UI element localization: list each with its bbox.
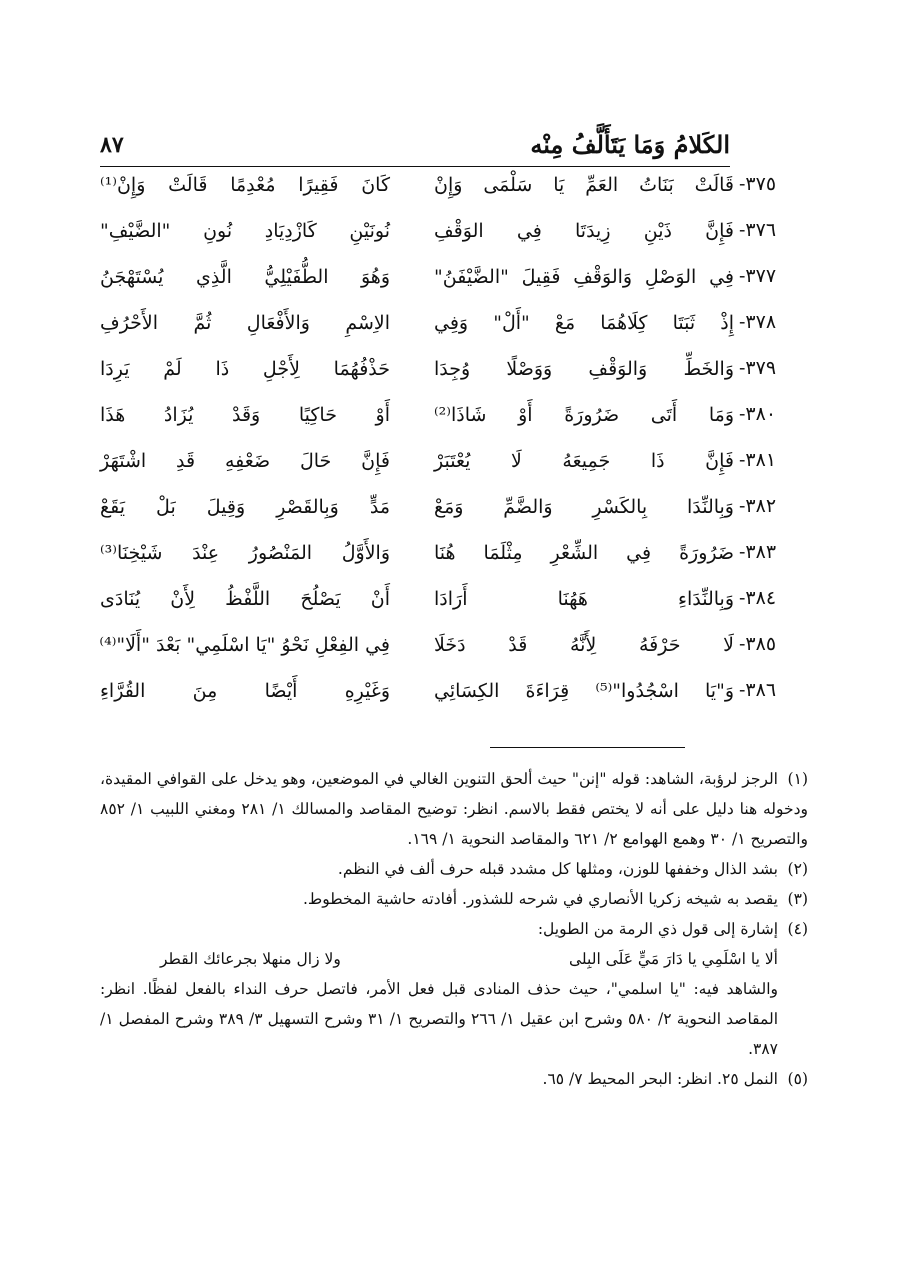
verse-second-hemistich: وَهُوَ الطُّفَيْلِيُّ الَّذِي يُسْتَهْجَنُ — [100, 266, 390, 288]
verse-first-hemistich: وَبِالنِّدَاءِ هَهُنَا أَرَادَا — [434, 588, 734, 610]
verse-number: ٣٨٤- — [739, 587, 777, 609]
running-header — [100, 126, 730, 167]
footnote-divider — [490, 747, 685, 748]
verse-number: ٣٧٩- — [739, 357, 777, 379]
verse-383 — [100, 534, 777, 580]
footnote-poem-verse — [100, 944, 808, 974]
footnote-2 — [100, 854, 808, 884]
poem-first-hemistich: ألا يا اسْلَمِي يا دَارَ مَيٍّ عَلَى البِلى — [569, 950, 778, 968]
verse-380 — [100, 396, 777, 442]
verse-378 — [100, 304, 777, 350]
verse-number: ٣٧٥- — [739, 173, 777, 195]
footnote-number: (١) — [787, 770, 808, 788]
verse-first-hemistich: إِذْ ثَبَتَا كِلَاهُمَا مَعْ "أَلْ" وَفِي — [434, 312, 734, 334]
verse-first-hemistich: فَإِنَّ ذَيْنِ زِيدَتَا فِي الوَقْفِ — [434, 220, 734, 242]
chapter-title: الكَلامُ وَمَا يَتَأَلَّفُ مِنْه — [530, 130, 730, 159]
verse-first-hemistich: وَبِالنِّدَا بِالكَسْرِ وَالضَّمِّ وَمَعْ — [434, 496, 734, 518]
footnote-5 — [100, 1064, 808, 1094]
verse-second-hemistich: وَالأَوَّلُ المَنْصُورُ عِنْدَ شَيْخِنَا⁽³⁾ — [100, 542, 390, 564]
verse-number: ٣٧٨- — [739, 311, 777, 333]
verse-second-hemistich: وَغَيْرِهِ أَيْضًا مِنَ القُرَّاءِ — [100, 680, 390, 702]
verse-number: ٣٨٥- — [739, 633, 777, 655]
verse-number: ٣٨٣- — [739, 541, 777, 563]
verse-second-hemistich: مَدٍّ وَبِالقَصْرِ وَقِيلَ بَلْ يَقَعْ — [100, 496, 390, 518]
verse-list — [99, 166, 777, 718]
verse-385 — [99, 626, 777, 672]
footnote-text: بشد الذال وخففها للوزن، ومثلها كل مشدد قبله حرف ألف في النظم. — [337, 860, 778, 878]
verse-number: ٣٨٦- — [739, 679, 777, 701]
verse-377 — [100, 258, 777, 304]
verse-376 — [100, 212, 777, 258]
verse-second-hemistich: فِي الفِعْلِ نَحْوُ "يَا اسْلَمِي" بَعْدَ "أَلَا"⁽⁴⁾ — [99, 634, 390, 656]
footnote-1 — [100, 764, 808, 854]
verse-second-hemistich: فَإِنَّ حَالَ ضَعْفِهِ قَدِ اشْتَهَرْ — [100, 450, 390, 472]
verse-first-hemistich: وَمَا أَتَى ضَرُورَةً أَوْ شَاذَا⁽²⁾ — [434, 404, 734, 426]
verse-375 — [100, 166, 777, 212]
verse-second-hemistich: نُونَيْنِ كَازْدِيَادِ نُونِ "الضَّيْفِ" — [100, 220, 390, 242]
verse-384 — [100, 580, 777, 626]
verse-first-hemistich: لَا حَرْفَهُ لِأَنَّهُ قَدْ دَخَلَا — [434, 634, 734, 656]
verse-second-hemistich: أَوْ حَاكِيًا وَقَدْ يُزَادُ هَذَا — [100, 404, 390, 426]
verse-number: ٣٨١- — [739, 449, 777, 471]
footnotes — [100, 764, 808, 1094]
footnote-number: (٤) — [787, 920, 808, 938]
footnote-number: (٢) — [787, 860, 808, 878]
footnote-text: إشارة إلى قول ذي الرمة من الطويل: — [537, 920, 778, 938]
footnote-number: (٣) — [787, 890, 808, 908]
verse-number: ٣٨٠- — [739, 403, 777, 425]
verse-first-hemistich: وَالخَطِّ وَالوَقْفِ وَوَصْلًا وُجِدَا — [434, 358, 734, 380]
verse-second-hemistich: حَذْفُهُمَا لِأَجْلِ ذَا لَمْ يَرِدَا — [100, 358, 390, 380]
footnote-4-continued — [100, 974, 808, 1064]
verse-first-hemistich: ضَرُورَةً فِي الشِّعْرِ مِثْلَمَا هُنَا — [434, 542, 734, 564]
verse-first-hemistich: فَإِنَّ ذَا جَمِيعَهُ لَا يُعْتَبَرْ — [434, 450, 734, 472]
footnote-text: والشاهد فيه: "يا اسلمي"، حيث حذف المنادى قبل فعل الأمر، فاتصل حرف النداء بالفعل لفظًا. انظر: المقاصد النحوية ٢/ ٥٨٠ وشرح ابن عقيل ١/ ٢٦٦ والتصريح ١/ ٣١ وشرح التسهيل ٣/ ٣٨٩ وشرح المفصل ١/ ٣٨٧. — [100, 980, 778, 1058]
verse-first-hemistich: وَ"يَا اسْجُدُوا"⁽⁵⁾ قِرَاءَةَ الكِسَائِي — [434, 680, 734, 702]
verse-381 — [100, 442, 777, 488]
verse-second-hemistich: الاِسْمِ وَالأَفْعَالِ ثُمَّ الأَحْرُفِ — [100, 312, 390, 334]
verse-second-hemistich: كَانَ فَقِيرًا مُعْدِمًا قَالَتْ وَإِنْ⁽¹⁾ — [100, 174, 390, 196]
verse-first-hemistich: فِي الوَصْلِ وَالوَقْفِ فَقِيلَ "الضَّيْفَنُ" — [434, 266, 734, 288]
page-number: ٨٧ — [100, 132, 124, 158]
verse-second-hemistich: أَنْ يَصْلُحَ اللَّفْظُ لِأَنْ يُنَادَى — [100, 588, 390, 610]
verse-386 — [100, 672, 777, 718]
footnote-text: الرجز لرؤبة، الشاهد: قوله "إنن" حيث ألحق التنوين الغالي في الموضعين، وهو يدخل على القوافي المقيدة، ودخوله هنا دليل على أنه لا يختص فقط بالاسم. انظر: توضيح المقاصد والمسالك ١/ ٢٨١ ومغني اللبيب ١/ ٨٥٢ والتصريح ١/ ٣٠ وهمع الهوامع ٢/ ٦٢١ والمقاصد النحوية ١/ ١٦٩. — [100, 770, 808, 848]
verse-first-hemistich: قَالَتْ بَنَاتُ العَمِّ يَا سَلْمَى وَإِنْ — [434, 174, 734, 196]
footnote-3 — [100, 884, 808, 914]
verse-number: ٣٧٦- — [739, 219, 777, 241]
verse-379 — [100, 350, 777, 396]
footnote-number: (٥) — [787, 1070, 808, 1088]
verse-382 — [100, 488, 777, 534]
verse-number: ٣٨٢- — [739, 495, 777, 517]
footnote-text: يقصد به شيخه زكريا الأنصاري في شرحه للشذور. أفادته حاشية المخطوط. — [303, 890, 778, 908]
footnote-text: النمل ٢٥. انظر: البحر المحيط ٧/ ٦٥. — [542, 1070, 778, 1088]
footnote-4 — [100, 914, 808, 944]
poem-second-hemistich: ولا زال منهلا بجرعائك القطر — [160, 950, 341, 968]
verse-number: ٣٧٧- — [739, 265, 777, 287]
